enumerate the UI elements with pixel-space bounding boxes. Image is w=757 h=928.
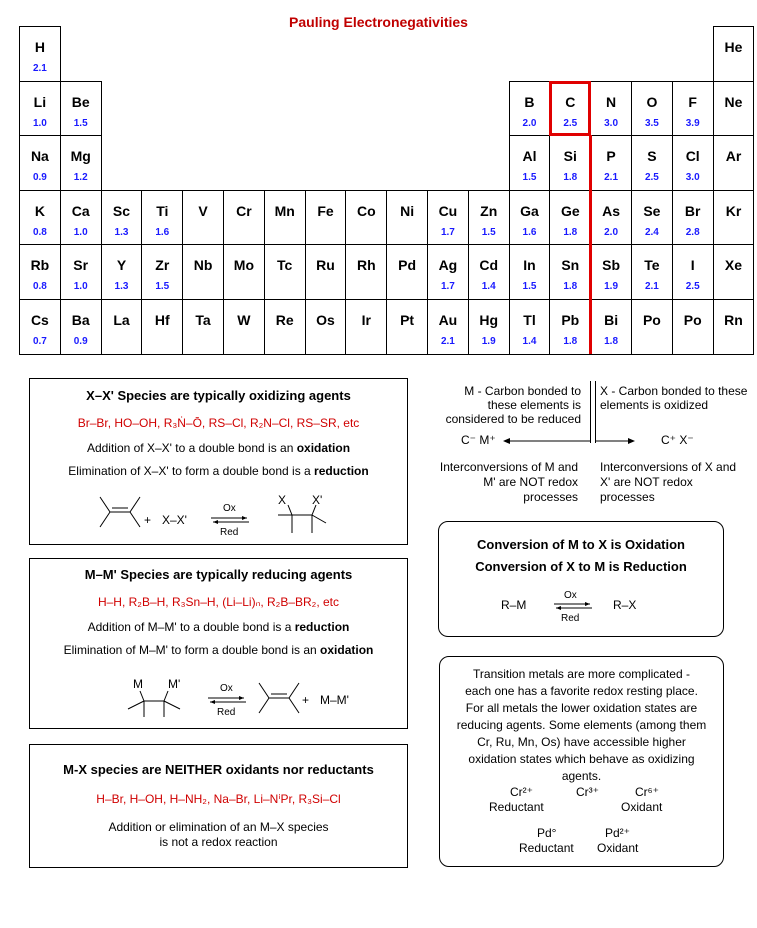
element-cell-ti [141,190,183,246]
element-symbol: Sn [561,257,580,274]
element-cell-ru [305,244,347,300]
element-symbol: Ge [560,202,580,219]
electronegativity-value: 1.6 [155,226,170,238]
element-symbol: Ag [438,257,458,274]
element-symbol: La [113,312,130,328]
tm-cr2: Cr²⁺ [510,785,533,799]
element-symbol: F [688,93,697,110]
conversion-red-label: Red [561,613,580,624]
element-symbol: S [647,148,657,165]
element-cell-y [101,244,143,300]
conversion-line1: Conversion of M to X is Oxidation [476,537,685,552]
element-symbol: Bi [604,312,619,328]
element-cell-cl [672,135,714,191]
mx-note-line1: Addition or elimination of an M–X species [108,820,329,834]
mm-examples: H–H, R₂B–H, R₃Sn–H, (Li–Li)ₙ, R₂B–BR₂, etc [97,595,340,609]
element-cell-n [590,81,632,137]
xx-adduct-structure [278,505,326,535]
element-cell-zr [141,244,183,300]
element-cell-os [305,299,347,355]
element-symbol: Al [522,148,537,165]
electronegativity-value: 1.4 [481,281,496,293]
electronegativity-value: 1.8 [563,226,578,238]
element-symbol: Au [438,312,458,328]
element-symbol: Os [316,312,335,328]
electronegativity-value: 1.0 [73,281,88,293]
element-cell-pt [386,299,428,355]
element-cell-ta [182,299,224,355]
conversion-ox-label: Ox [564,590,577,601]
element-symbol: Y [116,257,127,274]
element-cell-ca [60,190,102,246]
conversion-left: R–M [501,598,527,612]
mm-reagent: M–M' [320,693,349,707]
tm-cr6: Cr⁶⁺ [635,785,659,799]
element-cell-sn [549,244,591,300]
element-cell-li [19,81,61,137]
page-title: Pauling Electronegativities [289,14,468,30]
electronegativity-value: 1.0 [32,117,47,129]
element-cell-bi [590,299,632,355]
mm-addition: Addition of M–M' to a double bond is a reduction [87,620,350,634]
element-cell-ne [713,81,755,137]
element-cell-kr [713,190,755,246]
element-symbol: Ir [361,312,371,328]
tm-pd0: Pd° [537,826,557,840]
electronegativity-value: 3.9 [685,117,700,129]
mm-label-m: M [133,677,143,691]
element-symbol: Pb [561,312,580,328]
element-symbol: Be [71,93,90,110]
element-symbol: Mg [70,148,91,165]
element-cell-po [672,299,714,355]
electronegativity-value: 0.9 [73,336,88,347]
tm-oxidant2: Oxidant [597,841,639,855]
tm-pd2: Pd²⁺ [605,826,631,840]
element-symbol: Tc [277,257,293,274]
element-cell-rn [713,299,755,355]
electronegativity-value: 1.6 [522,226,537,238]
xx-heading: X–X' Species are typically oxidizing agents [86,388,351,403]
element-symbol: Sb [602,257,621,274]
electronegativity-value: 2.5 [685,281,700,293]
element-cell-cs [19,299,61,355]
xx-species-box [29,378,408,545]
element-cell-i [672,244,714,300]
mm-heading: M–M' Species are typically reducing agents [84,567,353,582]
mx-note-line2: is not a redox reaction [159,835,278,849]
xx-addition: Addition of X–X' to a double bond is an oxidation [86,441,351,455]
split-vertical-line-right [595,381,596,443]
element-symbol: Ar [725,148,742,165]
element-cell-nb [182,244,224,300]
element-cell-na [19,135,61,191]
element-cell-h [19,26,61,82]
element-cell-cu [427,190,469,246]
electronegativity-value: 2.1 [604,172,619,184]
mx-examples: H–Br, H–OH, H–NH₂, Na–Br, Li–NⁱPr, R₃Si–Cl [96,792,341,806]
element-cell-p [590,135,632,191]
element-symbol: V [198,202,208,219]
element-symbol: Nb [193,257,213,274]
electronegativity-value: 1.3 [114,281,129,293]
xx-equilibrium-arrows [211,516,249,524]
element-cell-rb [19,244,61,300]
mm-elimination: Elimination of M–M' to form a double bond is an oxidation [63,643,374,657]
element-cell-po [631,299,673,355]
element-cell-re [264,299,306,355]
element-symbol: Rh [356,257,376,274]
element-cell-co [345,190,387,246]
element-cell-hg [468,299,510,355]
element-cell-fe [305,190,347,246]
xx-plus: + [144,513,152,527]
electronegativity-value: 1.8 [563,172,578,184]
xx-alkene-structure [100,497,140,533]
element-symbol: Fe [317,202,334,219]
electronegativity-value: 1.5 [522,281,537,293]
element-symbol: I [690,257,695,274]
element-symbol: K [34,202,45,219]
element-cell-ba [60,299,102,355]
element-symbol: Mn [274,202,295,219]
electronegativity-value: 1.9 [604,281,619,293]
element-cell-sc [101,190,143,246]
split-vertical-line-left [590,381,591,443]
element-symbol: Ni [400,202,415,219]
electronegativity-value: 1.8 [604,336,619,347]
element-symbol: Ti [156,202,169,219]
mm-ox-label: Ox [220,683,233,694]
electronegativity-value: 2.0 [522,117,537,129]
element-cell-ar [713,135,755,191]
x-ions: C⁺ X⁻ [661,433,694,447]
element-symbol: In [523,257,536,274]
element-symbol: Re [275,312,294,328]
x-arrow [595,437,635,445]
element-cell-se [631,190,673,246]
electronegativity-value: 0.8 [32,281,47,293]
element-symbol: Cu [438,202,458,219]
element-symbol: Ga [520,202,539,219]
tm-reductant1: Reductant [489,800,544,814]
element-cell-tl [509,299,551,355]
tm-reductant2: Reductant [519,841,574,855]
xx-red-label: Red [220,527,239,538]
element-symbol: Cs [30,312,49,328]
element-symbol: W [237,312,251,328]
element-cell-cd [468,244,510,300]
metal-nonmetal-divider [589,135,592,354]
element-symbol: B [524,93,535,110]
electronegativity-value: 2.1 [32,63,47,74]
tm-description: Transition metals are more complicated - each one has a favorite redox resting place. For all metals the lower oxidation states are reducing agents. Some elements (among them Cr, Ru, Mn, Os) have accessible higher oxidation states which behave as oxidizing agents. [456,667,707,783]
electronegativity-value: 1.8 [563,281,578,293]
element-symbol: Po [683,312,702,328]
element-cell-f [672,81,714,137]
element-cell-c [549,81,591,137]
element-cell-ga [509,190,551,246]
m-ions: C⁻ M⁺ [461,433,496,447]
element-cell-as [590,190,632,246]
element-cell-he [713,26,755,82]
element-symbol: Hf [154,312,170,328]
element-cell-ni [386,190,428,246]
element-symbol: Po [642,312,661,328]
mm-species-box [29,558,408,729]
element-cell-mo [223,244,265,300]
element-symbol: As [602,202,621,219]
element-symbol: Mo [233,257,254,274]
element-symbol: Ca [71,202,90,219]
element-symbol: Pd [398,257,417,274]
m-description: M - Carbon bonded to these elements is considered to be reduced [445,384,581,426]
element-symbol: Co [356,202,376,219]
element-symbol: Ta [195,312,211,328]
tm-oxidant1: Oxidant [621,800,663,814]
element-symbol: Ba [71,312,90,328]
element-cell-ag [427,244,469,300]
electronegativity-value: 1.7 [440,281,455,293]
element-cell-mn [264,190,306,246]
element-cell-si [549,135,591,191]
transition-metals-box [439,656,724,867]
electronegativity-value: 2.4 [644,226,659,238]
conversion-line2: Conversion of X to M is Reduction [475,559,687,574]
element-symbol: P [606,148,616,165]
element-cell-br [672,190,714,246]
x-description: X - Carbon bonded to these elements is oxidized [600,384,748,412]
electronegativity-value: 0.9 [32,172,47,184]
electronegativity-value: 1.5 [73,117,88,129]
element-symbol: Si [563,148,577,165]
electronegativity-value: 1.0 [73,226,88,238]
element-cell-rh [345,244,387,300]
element-symbol: Cl [685,148,700,165]
element-cell-zn [468,190,510,246]
element-symbol: Pt [400,312,415,328]
element-cell-ge [549,190,591,246]
element-symbol: N [606,93,617,110]
element-cell-cr [223,190,265,246]
electronegativity-value: 3.5 [644,117,659,129]
element-cell-la [101,299,143,355]
mm-label-m2: M' [168,677,181,691]
mm-adduct-structure [128,691,180,719]
element-cell-tc [264,244,306,300]
element-cell-xe [713,244,755,300]
mm-equilibrium-arrows [208,696,246,704]
element-symbol: Kr [725,202,742,219]
element-symbol: He [724,39,743,55]
element-symbol: O [646,93,658,110]
element-cell-te [631,244,673,300]
electronegativity-value: 1.3 [114,226,129,238]
element-symbol: H [34,39,45,55]
element-cell-ir [345,299,387,355]
element-cell-o [631,81,673,137]
electronegativity-value: 1.7 [440,226,455,238]
electronegativity-value: 3.0 [604,117,619,129]
element-cell-be [60,81,102,137]
tm-cr3: Cr³⁺ [576,785,599,799]
electronegativity-value: 1.4 [522,336,537,347]
electronegativity-value: 1.8 [563,336,578,347]
element-cell-b [509,81,551,137]
element-cell-pb [549,299,591,355]
element-symbol: Sr [73,257,89,274]
element-symbol: Te [644,257,660,274]
element-symbol: Sc [112,202,131,219]
element-cell-au [427,299,469,355]
element-symbol: Cd [479,257,499,274]
xx-ox-label: Ox [223,503,236,514]
element-cell-sr [60,244,102,300]
element-symbol: Br [684,202,701,219]
mx-heading: M-X species are NEITHER oxidants nor reductants [63,762,374,777]
element-cell-k [19,190,61,246]
xx-reagent: X–X' [162,513,187,527]
element-cell-sb [590,244,632,300]
element-symbol: Na [30,148,49,165]
xx-examples: Br–Br, HO–OH, R₃Ṅ–Ō, RS–Cl, R₂N–Cl, RS–SR, etc [77,416,360,430]
electronegativity-value: 1.5 [522,172,537,184]
electronegativity-value: 1.2 [73,172,88,184]
element-cell-v [182,190,224,246]
electronegativity-value: 1.5 [481,226,496,238]
element-cell-hf [141,299,183,355]
electronegativity-value: 1.5 [155,281,170,293]
electronegativity-value: 0.7 [32,336,47,347]
element-cell-w [223,299,265,355]
element-cell-pd [386,244,428,300]
element-symbol: Hg [479,312,499,328]
element-symbol: Ne [724,93,743,110]
mm-plus: + [302,693,310,707]
element-symbol: C [565,93,576,110]
electronegativity-value: 2.8 [685,226,700,238]
electronegativity-value: 2.0 [604,226,619,238]
mx-species-box [29,744,408,868]
element-symbol: Tl [523,312,536,328]
electronegativity-value: 2.1 [644,281,659,293]
electronegativity-value: 2.1 [440,336,455,347]
electronegativity-value: 2.5 [563,117,578,129]
element-cell-in [509,244,551,300]
element-symbol: Zn [480,202,498,219]
element-cell-mg [60,135,102,191]
element-symbol: Se [643,202,661,219]
mm-red-label: Red [217,707,236,718]
electronegativity-value: 2.5 [644,172,659,184]
conversion-box [438,521,724,637]
element-symbol: Li [33,93,47,110]
element-cell-s [631,135,673,191]
element-symbol: Rn [724,312,743,328]
element-symbol: Zr [155,257,170,274]
xx-elimination: Elimination of X–X' to form a double bond is a reduction [68,464,369,478]
conversion-right: R–X [613,598,637,612]
xx-label-x2: X' [312,493,323,507]
mm-alkene-structure [259,683,299,717]
m-arrow [503,437,591,445]
m-interconversion: Interconversions of M and M' are NOT redox processes [439,460,578,504]
element-symbol: Ru [316,257,335,274]
element-symbol: Rb [30,257,50,274]
electronegativity-value: 1.9 [481,336,496,347]
electronegativity-value: 3.0 [685,172,700,184]
element-symbol: Xe [724,257,743,274]
element-cell-al [509,135,551,191]
x-interconversion: Interconversions of X and X' are NOT redox processes [600,460,737,504]
conversion-equilibrium-arrows [554,602,592,610]
element-symbol: Cr [236,202,252,219]
electronegativity-value: 0.8 [32,226,47,238]
xx-label-x: X [278,493,287,507]
